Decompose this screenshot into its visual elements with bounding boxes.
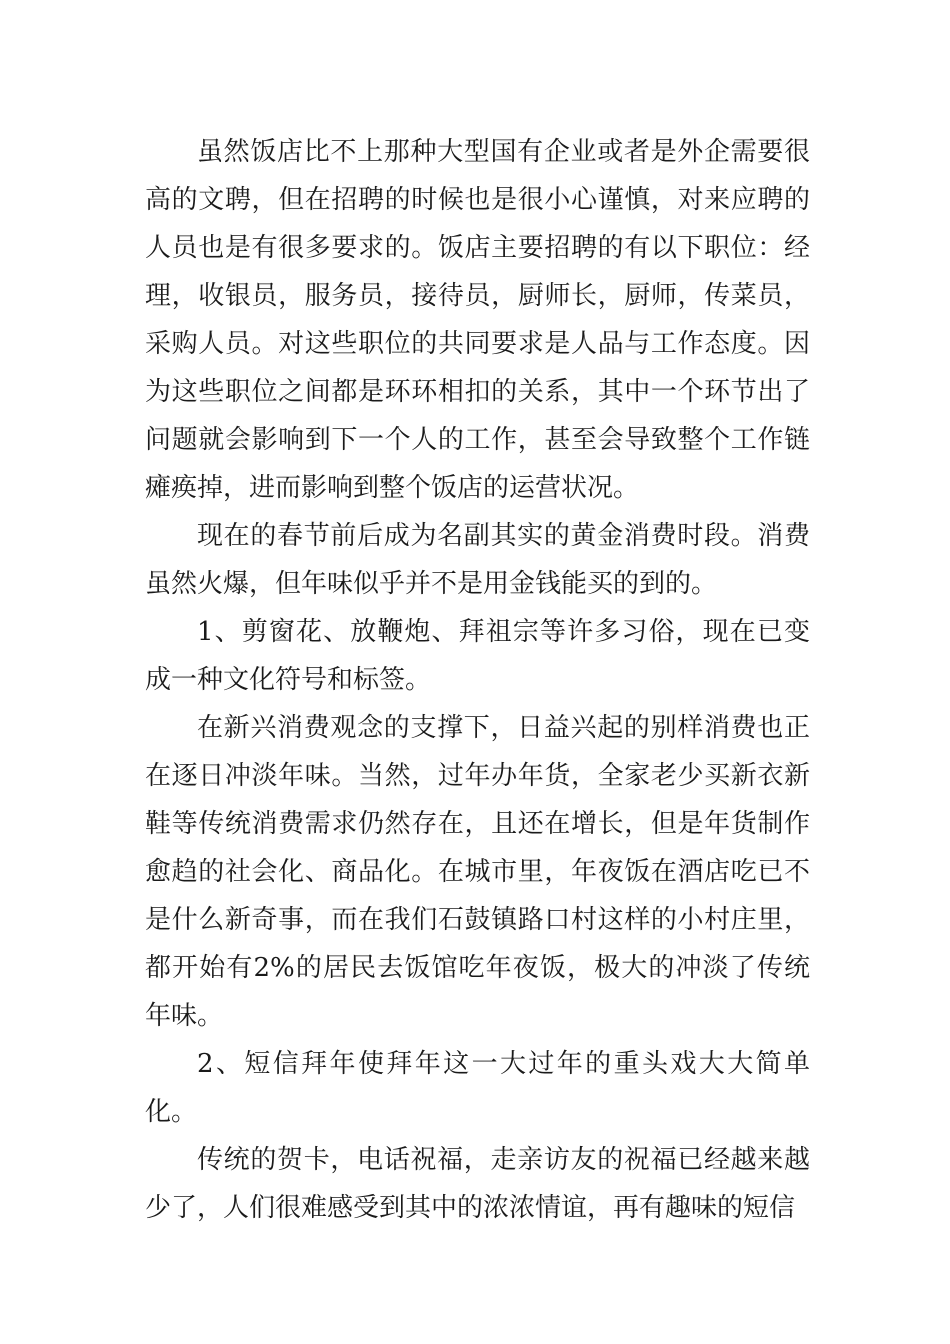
body-text: [145, 128, 810, 1232]
paragraph-hiring: 虽然饭店比不上那种大型国有企业或者是外企需要很高的文聘，但在招聘的时候也是很小心谨慎，对来应聘的人员也是有很多要求的。饭店主要招聘的有以下职位：经理，收银员，服务员，接待员，厨师长，厨师，传菜员，采购人员。对这些职位的共同要求是人品与工作态度。因为这些职位之间都是环环相扣的关系，其中一个环节出了问题就会影响到下一个人的工作，甚至会导致整个工作链瘫痪掉，进而影响到整个饭店的运营状况。: [145, 137, 810, 503]
paragraph-greeting-cards: 传统的贺卡，电话祝福，走亲访友的祝福已经越来越少了，人们很难感受到其中的浓浓情谊，再有趣味的短信: [145, 1145, 810, 1223]
paragraph-spring-festival-consumption: 现在的春节前后成为名副其实的黄金消费时段。消费虽然火爆，但年味似乎并不是用金钱能买的到的。: [145, 521, 810, 599]
paragraph-new-consumption: 在新兴消费观念的支撑下，日益兴起的别样消费也正在逐日冲淡年味。当然，过年办年货，全家老少买新衣新鞋等传统消费需求仍然存在，且还在增长，但是年货制作愈趋的社会化、商品化。在城市里，年夜饭在酒店吃已不是什么新奇事，而在我们石鼓镇路口村这样的小村庄里，都开始有2%的居民去饭馆吃年夜饭，极大的冲淡了传统年味。: [145, 713, 810, 1031]
paragraph-point-2: 2、短信拜年使拜年这一大过年的重头戏大大简单化。: [145, 1049, 810, 1127]
paragraph-point-1: 1、剪窗花、放鞭炮、拜祖宗等许多习俗，现在已变成一种文化符号和标签。: [145, 617, 810, 695]
